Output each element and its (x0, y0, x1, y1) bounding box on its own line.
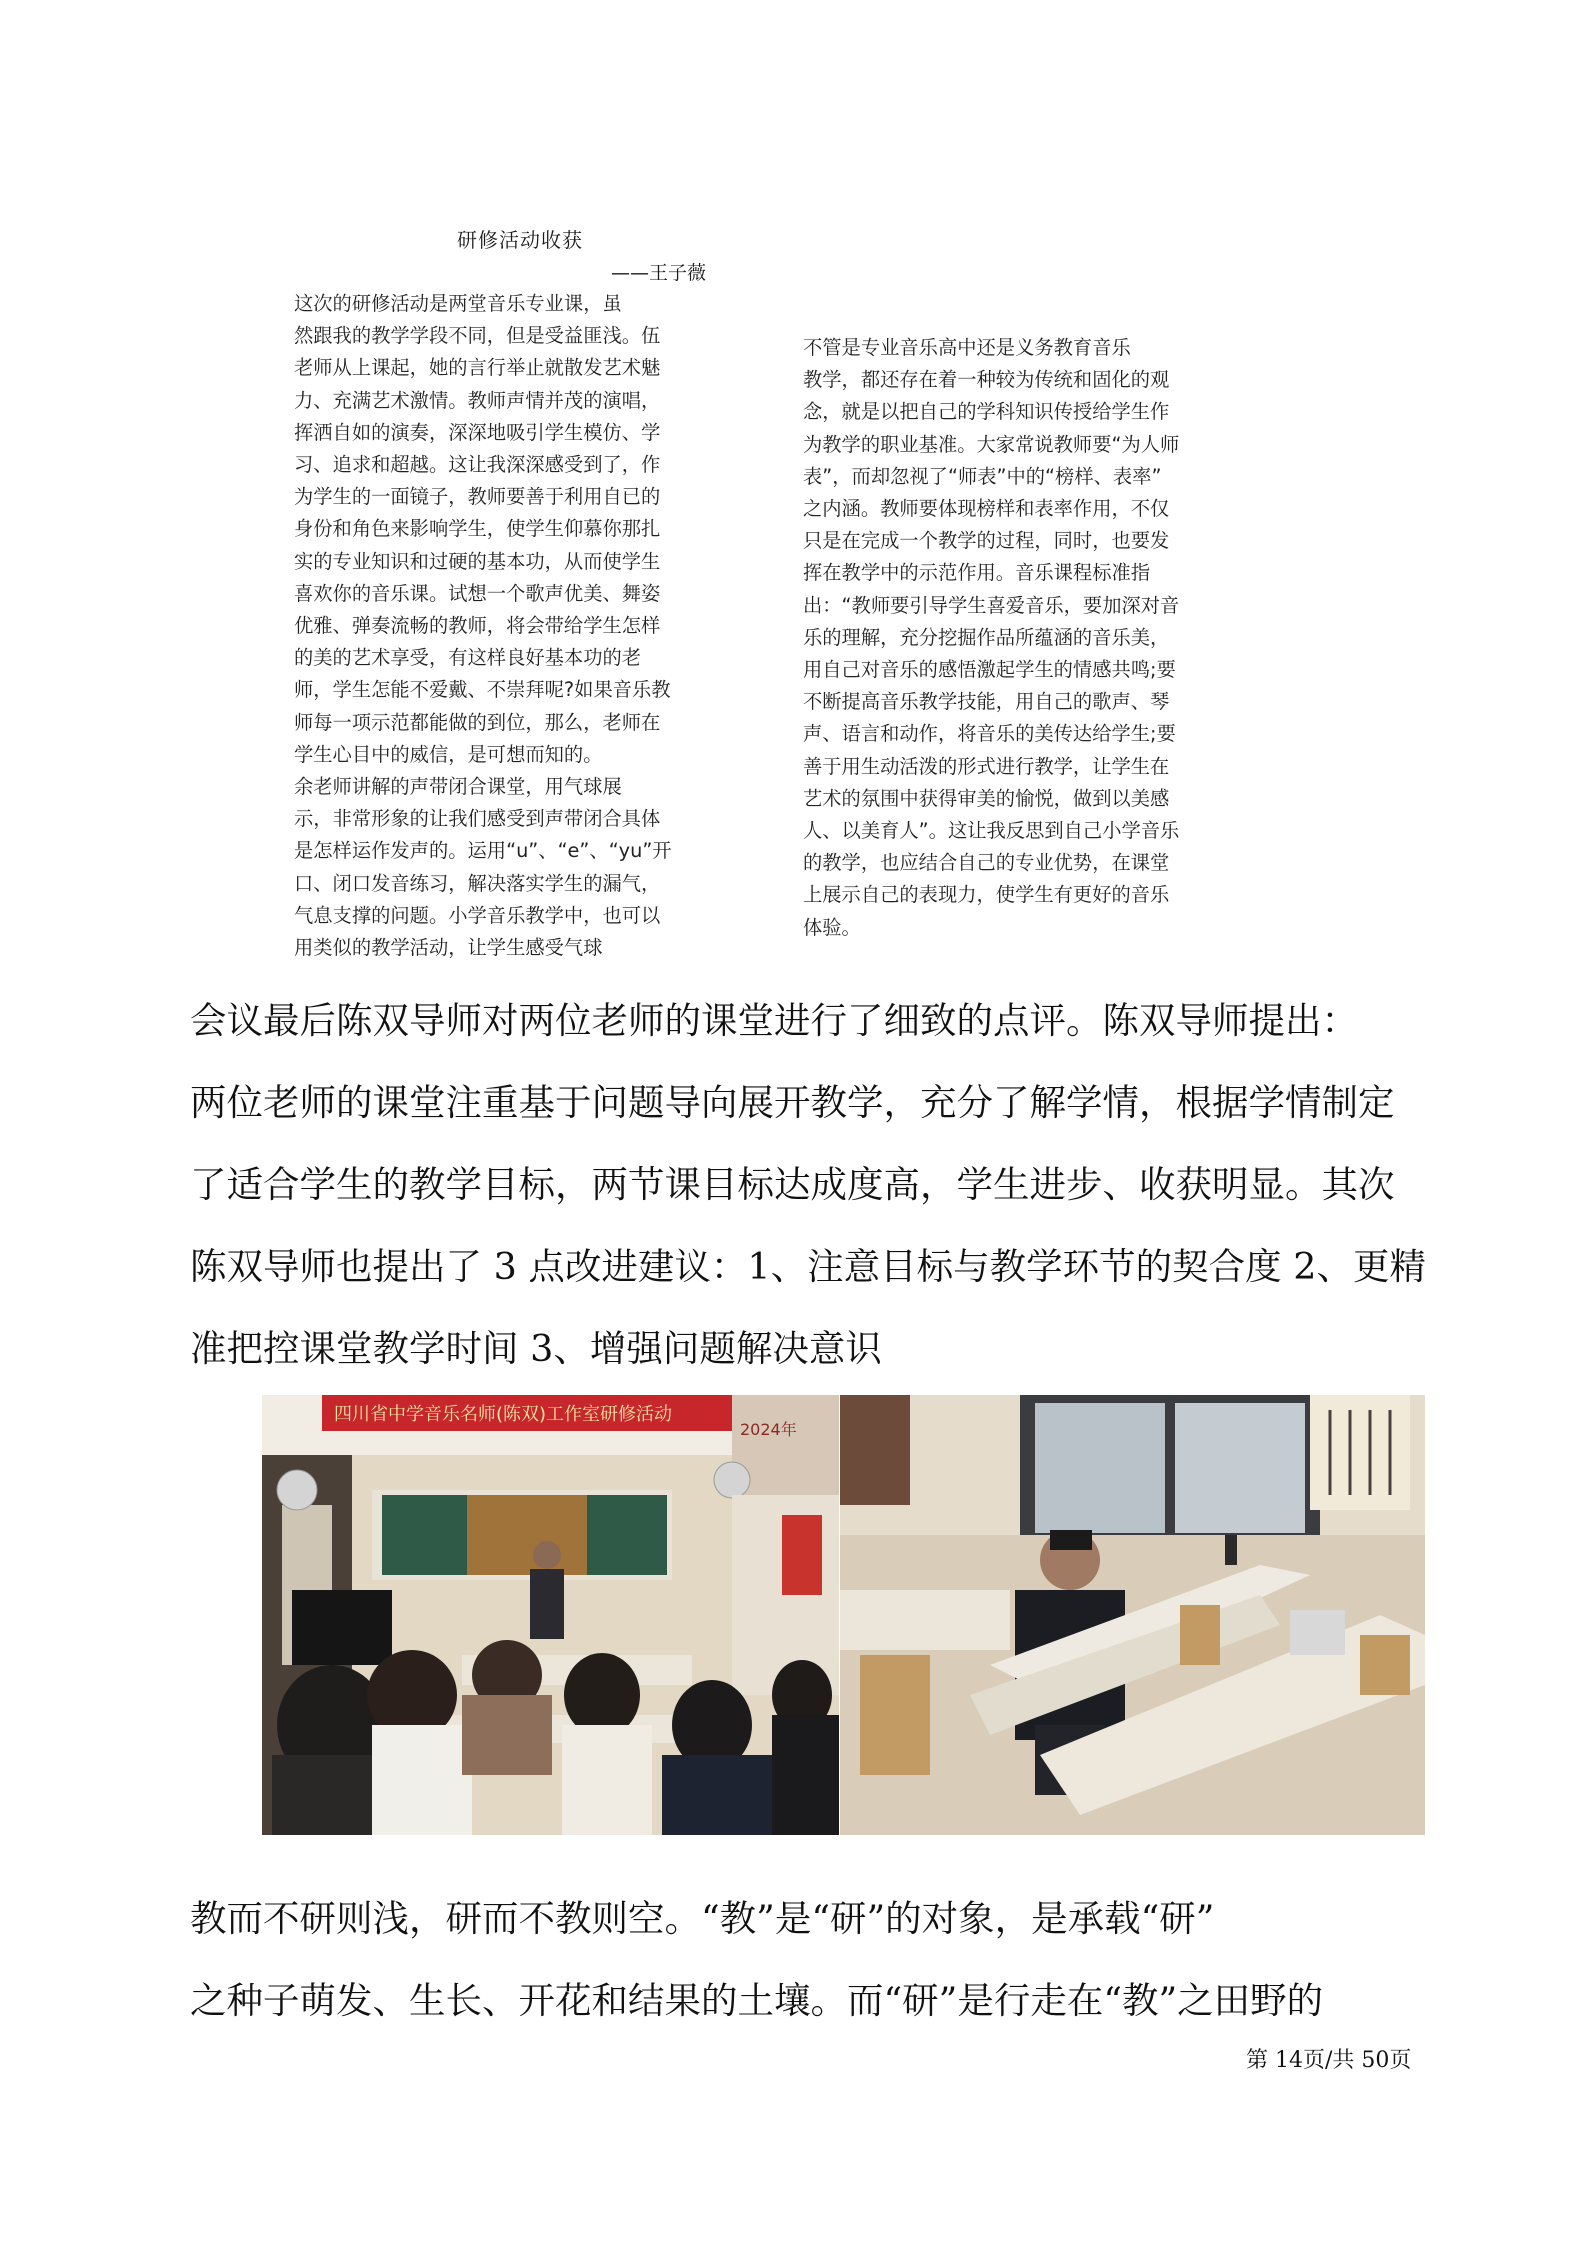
text-line: 然跟我的教学学段不同，但是受益匪浅。伍 (294, 324, 661, 348)
meeting-summary-paragraph (190, 980, 1425, 1390)
text-line: 上展示自己的表现力，使学生有更好的音乐 (803, 883, 1170, 907)
text-line: 不断提高音乐教学技能，用自己的歌声、琴 (803, 690, 1170, 714)
paragraph-line: 陈双导师也提出了 3 点改进建议：1、注意目标与教学环节的契合度 2、更精 (190, 1245, 1426, 1288)
text-line: 用类似的教学活动，让学生感受气球 (294, 936, 603, 960)
banner-text: 四川省中学音乐名师(陈双)工作室研修活动 (334, 1404, 673, 1425)
text-line: 乐的理解，充分挖掘作品所蕴涵的音乐美， (803, 625, 1170, 649)
text-line: 体验。 (803, 915, 861, 939)
text-line: 老师从上课起，她的言行举止就散发艺术魅 (294, 356, 661, 380)
text-line: 教学，都还存在着一种较为传统和固化的观 (803, 368, 1170, 392)
reflection-left-column (294, 288, 672, 964)
text-line: 之内涵。教师要体现榜样和表率作用，不仅 (803, 497, 1170, 521)
paragraph-line: 会议最后陈双导师对两位老师的课堂进行了细致的点评。陈双导师提出： (190, 999, 1358, 1042)
page-number: 第 14页/共 50页 (1246, 2048, 1412, 2073)
text-line: 示，非常形象的让我们感受到声带闭合具体 (294, 807, 661, 831)
paragraph-line: 之种子萌发、生长、开花和结果的土壤。而“研”是行走在“教”之田野的 (190, 1979, 1324, 2022)
text-line: 的教学，也应结合自己的专业优势，在课堂 (803, 851, 1170, 875)
text-line: 挥在教学中的示范作用。音乐课程标准指 (803, 561, 1151, 585)
text-line: 是怎样运作发声的。运用“u”、“e”、“yu”开 (294, 839, 672, 863)
text-line: 人、以美育人”。这让我反思到自己小学音乐 (803, 819, 1180, 843)
text-line: 艺术的氛围中获得审美的愉悦，做到以美感 (803, 786, 1170, 810)
classroom-photo (262, 1395, 839, 1835)
reflection-right-column (803, 332, 1179, 944)
text-line: 优雅、弹奏流畅的教师，将会带给学生怎样 (294, 614, 661, 638)
text-line: 出：“教师要引导学生喜爱音乐，要加深对音 (803, 593, 1180, 617)
paragraph-line: 两位老师的课堂注重基于问题导向展开教学，充分了解学情，根据学情制定 (190, 1081, 1395, 1124)
text-line: 善于用生动活泼的形式进行教学，让学生在 (803, 754, 1170, 778)
text-line: 实的专业知识和过硬的基本功，从而使学生 (294, 549, 661, 573)
reflection-image (256, 218, 1256, 958)
speaker-photo (840, 1395, 1425, 1835)
text-line: 不管是专业音乐高中还是义务教育音乐 (803, 336, 1131, 359)
text-line: 念，就是以把自己的学科知识传授给学生作 (803, 400, 1170, 424)
text-line: 学生心目中的威信，是可想而知的。 (294, 742, 603, 766)
text-line: 为教学的职业基准。大家常说教师要“为人师 (803, 432, 1180, 456)
text-line: 为学生的一面镜子，教师要善于利用自已的 (294, 485, 661, 509)
text-line: 用自己对音乐的感悟激起学生的情感共鸣;要 (803, 658, 1176, 682)
text-line: 的美的艺术享受，有这样良好基本功的老 (294, 646, 642, 670)
text-line: 表”，而却忽视了“师表”中的“榜样、表率” (803, 464, 1162, 488)
text-line: 喜欢你的音乐课。试想一个歌声优美、舞姿 (294, 581, 661, 605)
text-line: 身份和角色来影响学生，使学生仰慕你那扎 (294, 517, 661, 541)
text-line: 口、闭口发音练习，解决落实学生的漏气， (294, 871, 661, 895)
text-line: 习、追求和超越。这让我深深感受到了，作 (294, 453, 661, 477)
text-line: 力、充满艺术激情。教师声情并茂的演唱， (294, 388, 661, 412)
reflection-title: 研修活动收获 (457, 228, 583, 252)
text-line: 师每一项示范都能做的到位，那么，老师在 (294, 710, 661, 734)
text-line: 这次的研修活动是两堂音乐专业课，虽 (294, 292, 622, 315)
text-line: 气息支撑的问题。小学音乐教学中，也可以 (294, 903, 661, 927)
text-line: 余老师讲解的声带闭合课堂，用气球展 (294, 775, 622, 799)
text-line: 声、语言和动作，将音乐的美传达给学生;要 (803, 722, 1176, 746)
text-line: 只是在完成一个教学的过程，同时，也要发 (803, 529, 1170, 553)
paragraph-line: 教而不研则浅，研而不教则空。“教”是“研”的对象，是承载“研” (190, 1897, 1215, 1940)
banner-side-text: 2024年 (740, 1420, 797, 1439)
reflection-author: ——王子薇 (611, 262, 707, 284)
text-line: 挥洒自如的演奏，深深地吸引学生模仿、学 (294, 420, 661, 444)
closing-paragraph (190, 1878, 1425, 2042)
paragraph-line: 了适合学生的教学目标，两节课目标达成度高，学生进步、收获明显。其次 (190, 1163, 1395, 1206)
paragraph-line: 准把控课堂教学时间 3、增强问题解决意识 (190, 1327, 882, 1370)
text-line: 师，学生怎能不爱戴、不崇拜呢?如果音乐教 (294, 678, 671, 702)
